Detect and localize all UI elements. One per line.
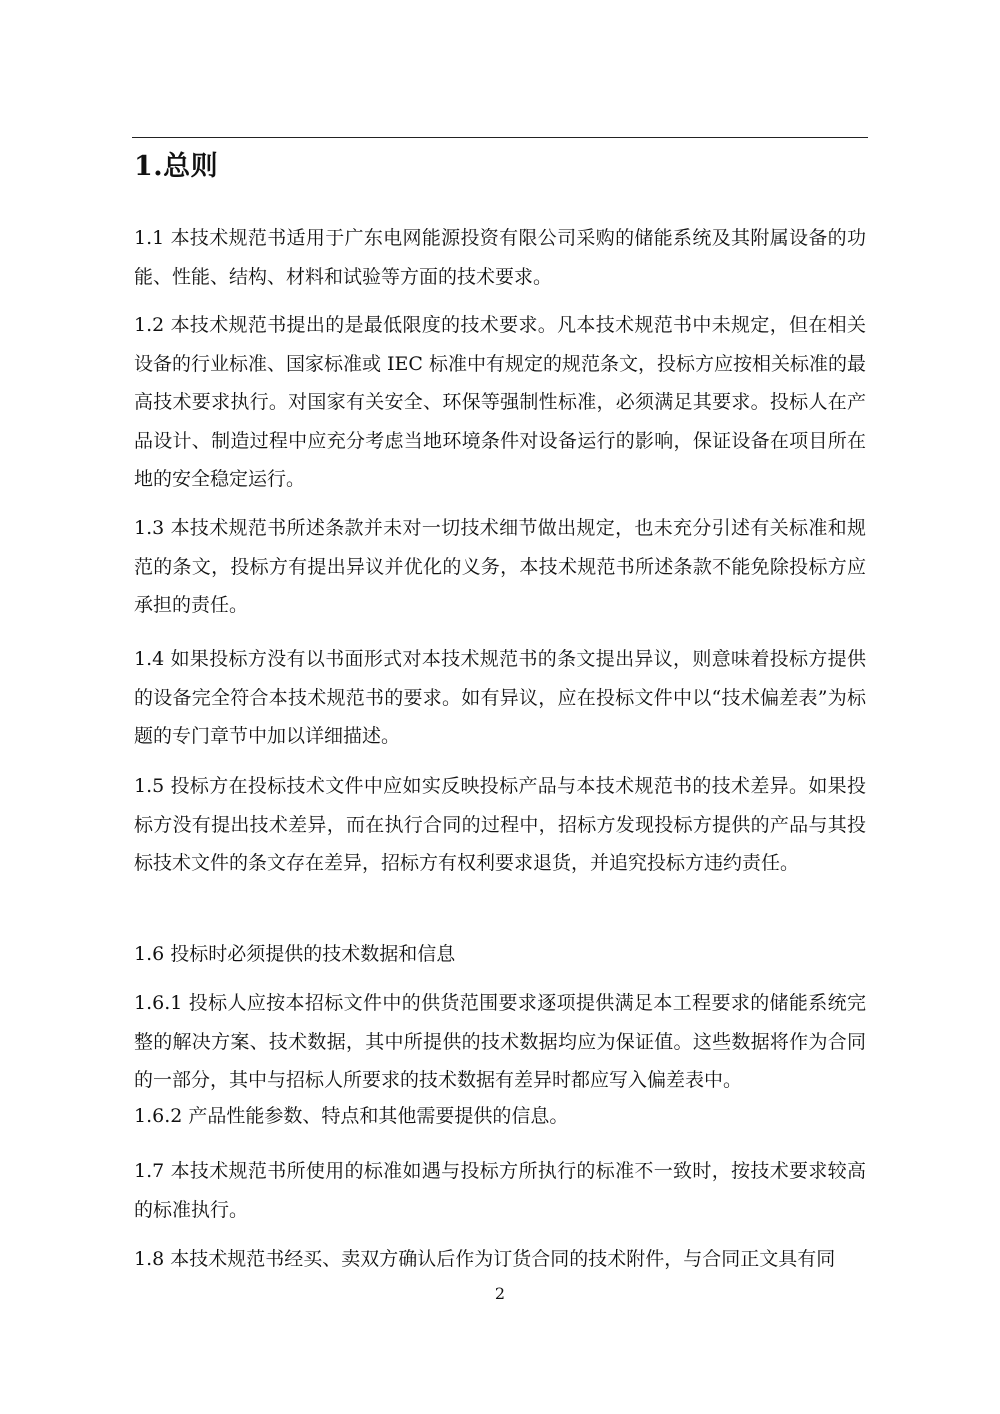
paragraph-1-4: 1.4 如果投标方没有以书面形式对本技术规范书的条文提出异议，则意味着投标方提供的设备完全符合本技术规范书的要求。如有异议，应在投标文件中以“技术偏差表”为标题的专门章节中加以详细描述。	[134, 648, 866, 747]
paragraph-1-2: 1.2 本技术规范书提出的是最低限度的技术要求。凡本技术规范书中未规定，但在相关设备的行业标准、国家标准或 IEC 标准中有规定的规范条文，投标方应按相关标准的最高技术要求执行。对国家有关安全、环保等强制性标准，必须满足其要求。投标人在产品设计、制造过程中应充分考虑当地环境条件对设备运行的影响，保证设备在项目所在地的安全稳定运行。	[134, 314, 866, 490]
section-heading: 1.总则	[134, 151, 219, 182]
paragraph-1-7: 1.7 本技术规范书所使用的标准如遇与投标方所执行的标准不一致时，按技术要求较高的标准执行。	[134, 1160, 866, 1221]
paragraph-1-6: 1.6 投标时必须提供的技术数据和信息	[134, 943, 456, 965]
paragraph-1-6-1: 1.6.1 投标人应按本招标文件中的供货范围要求逐项提供满足本工程要求的储能系统完整的解决方案、技术数据，其中所提供的技术数据均应为保证值。这些数据将作为合同的一部分，其中与招标人所要求的技术数据有差异时都应写入偏差表中。	[134, 992, 866, 1091]
paragraph-1-3: 1.3 本技术规范书所述条款并未对一切技术细节做出规定，也未充分引述有关标准和规范的条文，投标方有提出异议并优化的义务，本技术规范书所述条款不能免除投标方应承担的责任。	[134, 517, 866, 616]
header-rule	[132, 137, 868, 138]
page-number: 2	[494, 1284, 506, 1303]
paragraph-1-6-2: 1.6.2 产品性能参数、特点和其他需要提供的信息。	[134, 1105, 569, 1127]
paragraph-1-8: 1.8 本技术规范书经买、卖双方确认后作为订货合同的技术附件，与合同正文具有同	[134, 1248, 836, 1270]
paragraph-1-1: 1.1 本技术规范书适用于广东电网能源投资有限公司采购的储能系统及其附属设备的功能、性能、结构、材料和试验等方面的技术要求。	[134, 227, 866, 288]
paragraph-1-5: 1.5 投标方在投标技术文件中应如实反映投标产品与本技术规范书的技术差异。如果投标方没有提出技术差异，而在执行合同的过程中，招标方发现投标方提供的产品与其投标技术文件的条文存在差异，招标方有权利要求退货，并追究投标方违约责任。	[134, 775, 866, 874]
